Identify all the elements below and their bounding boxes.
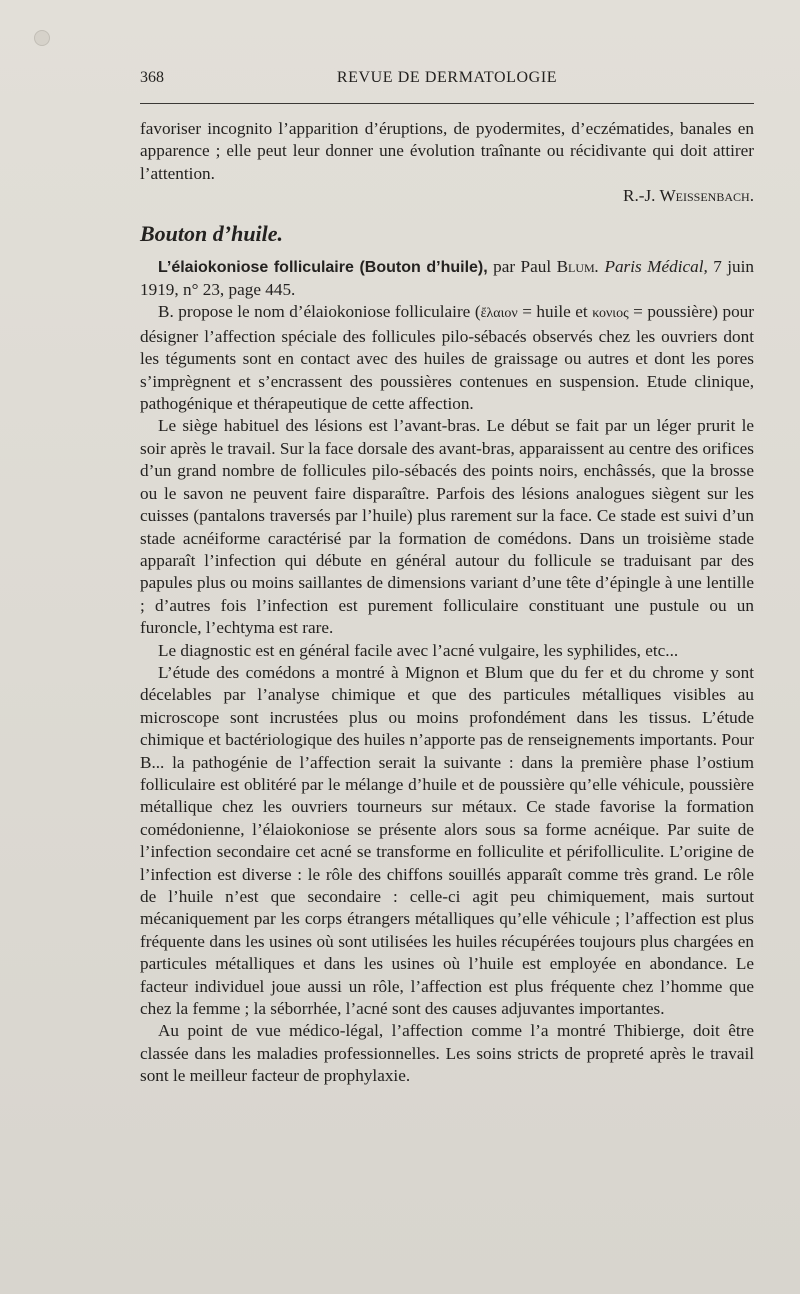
paragraph-lesions: Le siège habituel des lésions est l’avant-bras. Le début se fait par un léger prurit le soir après le travail. Sur la face dorsale des avant-bras, apparaissent au centre des orifices d’un grand nombre de follicules pilo-sébacés des points noirs, enchâssés, que la brosse ou le savon ne peuvent faire disparaître. Parfois des lésions analogues siègent sur les cuisses (pantalons traversés par l’huile) plus rarement sur la face. Ce stade est suivi d’un stade acnéiforme caractérisé par la formation de comédons. Dans un troisième stade apparaît l’infection qui débute en général autour du follicule se traduisant par des papules plus ou moins saillantes de dimensions variant d’une tête d’épingle à une lentille ; d’autres fois l’infection est purement folliculaire constituant une pustule ou un furoncle, l’echtyma est rare. bbox=[140, 416, 754, 638]
article-body bbox=[140, 118, 754, 1088]
reference-title: L’élaiokoniose folliculaire (Bouton d’huile), bbox=[158, 258, 488, 276]
reference-author: Blum bbox=[556, 256, 595, 276]
paragraph-medicolegal: Au point de vue médico-légal, l’affection comme l’a montré Thibierge, doit être classée dans les maladies professionnelles. Les soins stricts de propreté après le travail sont le meilleur facteur de prophylaxie. bbox=[140, 1021, 754, 1086]
author-signature: R.-J. Weissenbach. bbox=[623, 186, 754, 206]
carryover-text: favoriser incognito l’apparition d’éruptions, de pyodermites, d’eczématides, banales en apparence ; elle peut leur donner une évolution traînante ou récidivante qui doit attirer l’attention. bbox=[140, 119, 754, 183]
header-rule bbox=[140, 103, 754, 104]
page-header bbox=[140, 69, 754, 95]
reference-author-prefix: par Paul bbox=[487, 256, 557, 276]
reference-journal: . Paris Médical, bbox=[594, 256, 708, 276]
carryover-paragraph bbox=[140, 118, 754, 185]
page-number: 368 bbox=[140, 69, 164, 86]
running-title: REVUE DE DERMATOLOGIE bbox=[336, 69, 558, 86]
punch-hole-mark bbox=[34, 30, 50, 46]
reference-citation bbox=[140, 256, 754, 302]
paragraph-pathogenesis: L’étude des comédons a montré à Mignon et Blum que du fer et du chrome y sont décelables par l’analyse chimique et que des particules métalliques visibles au microscope sont incrustées plus ou moins profondément dans les tissus. L’étude chimique et bactériologique des huiles n’apporte pas de renseignements importants. Pour B... la pathogénie de l’affection serait la suivante : dans la première phase l’ostium folliculaire est oblitéré par le mélange d’huile et de poussière qu’elle véhicule, poussière métallique chez les ouvriers tourneurs sur métaux. Ce stade favorise la formation comédonienne, l’élaiokoniose se présente alors sous sa forme acnéique. Par suite de l’infection secondaire cet acné se transforme en folliculite et périfolliculite. L’origine de l’infection est diverse : le rôle des chiffons souillés apparaît comme très grand. Le rôle de l’huile n’est que secondaire : celle-ci agit peu chimiquement, mais surtout mécaniquement par les corps étrangers métalliques qu’elle véhicule ; l’affection est plus fréquente dans les usines où sont utilisées les huiles récupérées toujours plus chargées en particules métalliques et dans les usines où l’huile est employée en abondance. Le facteur individuel joue aussi un rôle, l’affection est plus fréquente chez l’homme que chez la femme ; la séborrhée, l’acné sont des causes adjuvantes importantes. bbox=[140, 662, 754, 1019]
reference-details: 7 juin 1919, n° 23, page 445. bbox=[140, 256, 755, 300]
intro-paragraph: B. propose le nom d’élaiokoniose folliculaire (ἔλαιον = huile et κονιος = poussière) pour désigner l’affection spéciale des follicules pilo-sébacés observés chez les ouvriers dont les téguments sont en contact avec des huiles de graissage ou autres et dont les pores s’imprègnent et s’encrassent des poussières contenues en suspension. Etude clinique, pathogénique et thérapeutique de cette affection. bbox=[140, 302, 754, 414]
section-title: Bouton d’huile. bbox=[140, 220, 284, 246]
paragraph-diagnosis: Le diagnostic est en général facile avec l’acné vulgaire, les syphilides, etc... bbox=[158, 640, 679, 660]
greek-word-oil: ἔλαιον bbox=[480, 306, 518, 322]
greek-word-dust: κονιος bbox=[592, 306, 629, 322]
